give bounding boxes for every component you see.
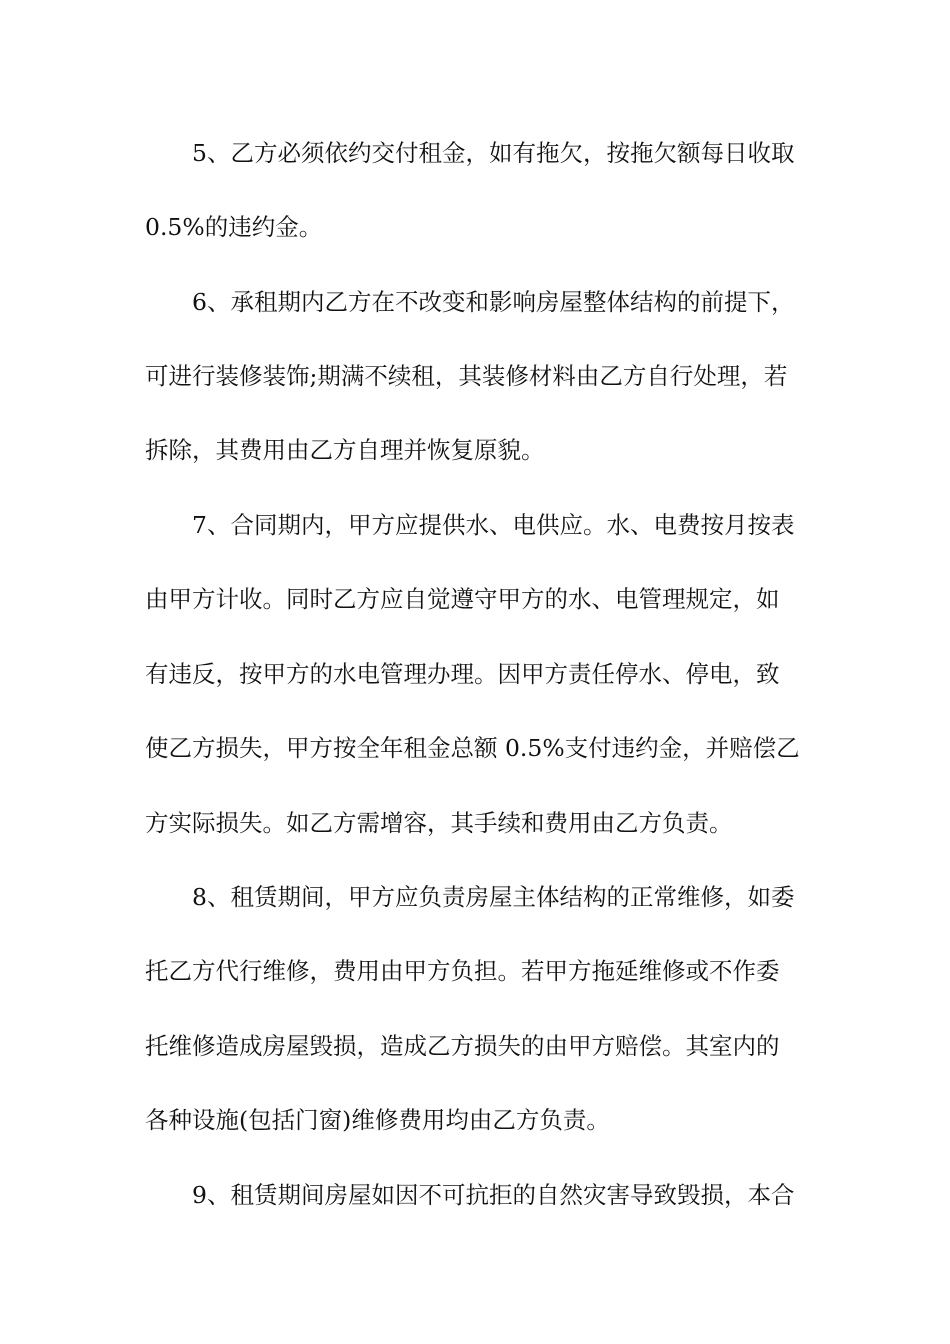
clause-9-line-1: 9、租赁期间房屋如因不可抗拒的自然灾害导致毁损，本合 [192,1181,795,1209]
clause-5-line-1: 5、乙方必须依约交付租金，如有拖欠，按拖欠额每日收取 [192,139,795,167]
clause-5-line-2: 0.5%的违约金。 [145,213,323,241]
clause-7-line-4: 使乙方损失，甲方按全年租金总额 0.5%支付违约金，并赔偿乙 [145,734,800,762]
clause-8-line-3: 托维修造成房屋毁损，造成乙方损失的由甲方赔偿。其室内的 [145,1032,780,1060]
clause-6-line-3: 拆除，其费用由乙方自理并恢复原貌。 [145,436,545,464]
clause-8-line-2: 托乙方代行维修，费用由甲方负担。若甲方拖延维修或不作委 [145,957,780,985]
clause-6-line-2: 可进行装修装饰;期满不续租，其装修材料由乙方自行处理，若 [145,362,788,390]
clause-7-line-1: 7、合同期内，甲方应提供水、电供应。水、电费按月按表 [192,511,795,539]
clause-7-line-3: 有违反，按甲方的水电管理办理。因甲方责任停水、停电，致 [145,660,780,688]
clause-7-line-5: 方实际损失。如乙方需增容，其手续和费用由乙方负责。 [145,809,733,837]
clause-6-line-1: 6、承租期内乙方在不改变和影响房屋整体结构的前提下， [192,288,795,316]
clause-8-line-1: 8、租赁期间，甲方应负责房屋主体结构的正常维修，如委 [192,883,795,911]
clause-7-line-2: 由甲方计收。同时乙方应自觉遵守甲方的水、电管理规定，如 [145,585,780,613]
clause-8-line-4: 各种设施(包括门窗)维修费用均由乙方负责。 [145,1106,610,1134]
